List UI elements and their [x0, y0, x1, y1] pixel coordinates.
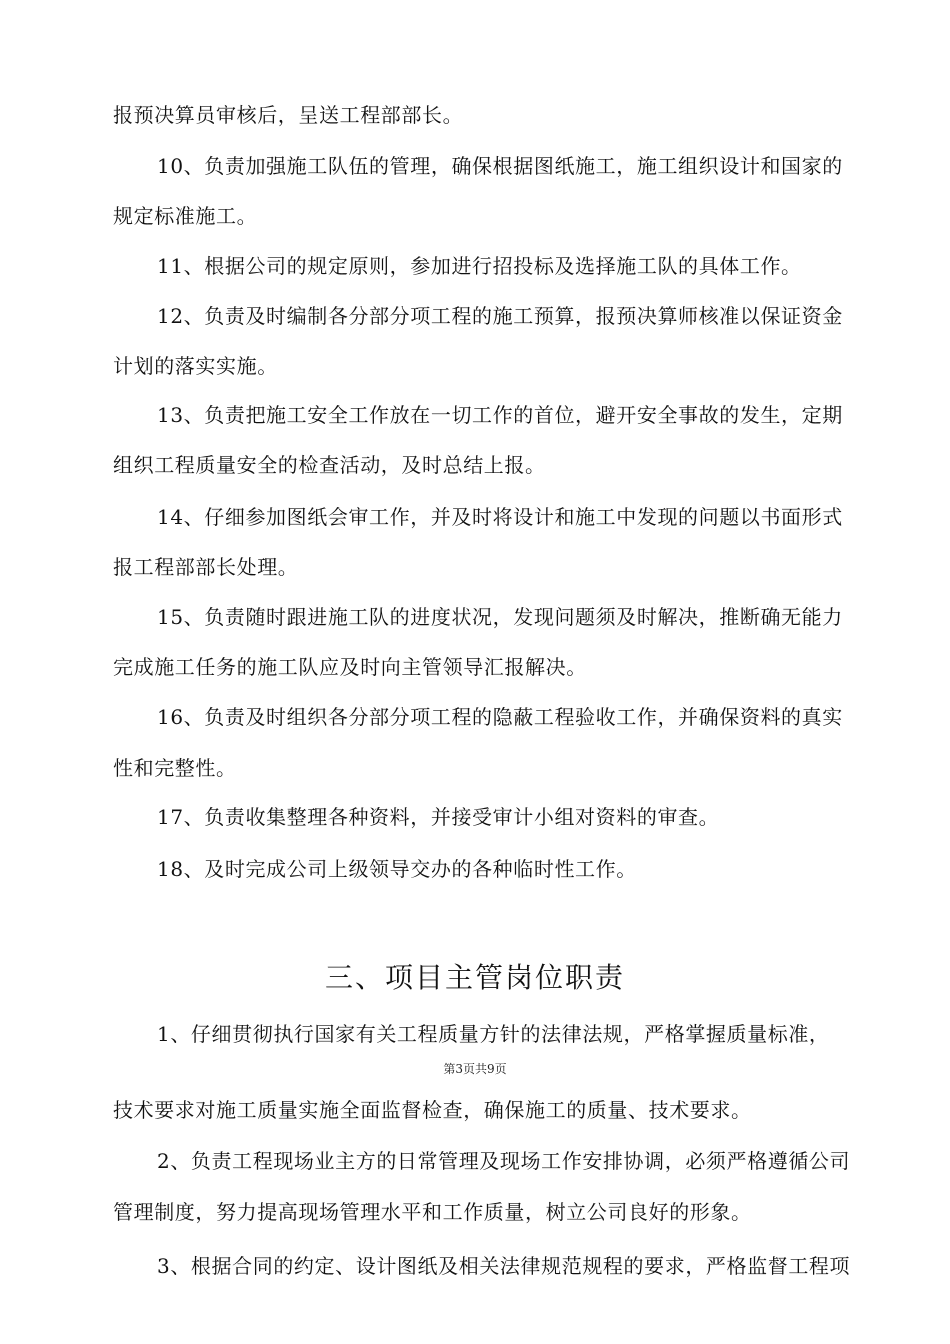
paragraph-line: 11、根据公司的规定原则，参加进行招投标及选择施工队的具体工作。	[157, 254, 802, 278]
paragraph-line: 计划的落实实施。	[113, 354, 278, 378]
paragraph-line: 规定标准施工。	[113, 204, 258, 228]
paragraph-line: 12、负责及时编制各分部分项工程的施工预算，报预决算师核准以保证资金	[157, 304, 843, 328]
paragraph-line: 报预决算员审核后，呈送工程部部长。	[113, 103, 464, 127]
page-number-footer: 第3页共9页	[443, 1062, 507, 1076]
paragraph-line: 17、负责收集整理各种资料，并接受审计小组对资料的审查。	[157, 805, 720, 829]
paragraph-line: 18、及时完成公司上级领导交办的各种临时性工作。	[157, 857, 637, 881]
paragraph-line: 完成施工任务的施工队应及时向主管领导汇报解决。	[113, 655, 587, 679]
paragraph-line: 性和完整性。	[113, 756, 237, 780]
paragraph-line: 10、负责加强施工队伍的管理，确保根据图纸施工，施工组织设计和国家的	[157, 154, 843, 178]
paragraph-line: 2、负责工程现场业主方的日常管理及现场工作安排协调，必须严格遵循公司	[157, 1149, 851, 1173]
paragraph-line: 13、负责把施工安全工作放在一切工作的首位，避开安全事故的发生，定期	[157, 403, 843, 427]
paragraph-line: 14、仔细参加图纸会审工作，并及时将设计和施工中发现的问题以书面形式	[157, 505, 843, 529]
paragraph-line: 管理制度，努力提高现场管理水平和工作质量，树立公司良好的形象。	[113, 1200, 752, 1224]
paragraph-line: 技术要求对施工质量实施全面监督检查，确保施工的质量、技术要求。	[113, 1098, 752, 1122]
paragraph-line: 1、仔细贯彻执行国家有关工程质量方针的法律法规，严格掌握质量标准，	[157, 1022, 830, 1046]
paragraph-line: 16、负责及时组织各分部分项工程的隐蔽工程验收工作，并确保资料的真实	[157, 705, 843, 729]
paragraph-line: 3、根据合同的约定、设计图纸及相关法律规范规程的要求，严格监督工程项	[157, 1254, 851, 1278]
paragraph-line: 报工程部部长处理。	[113, 555, 299, 579]
section-heading: 三、项目主管岗位职责	[324, 961, 625, 994]
paragraph-line: 组织工程质量安全的检查活动，及时总结上报。	[113, 453, 546, 477]
paragraph-line: 15、负责随时跟进施工队的进度状况，发现问题须及时解决，推断确无能力	[157, 605, 843, 629]
